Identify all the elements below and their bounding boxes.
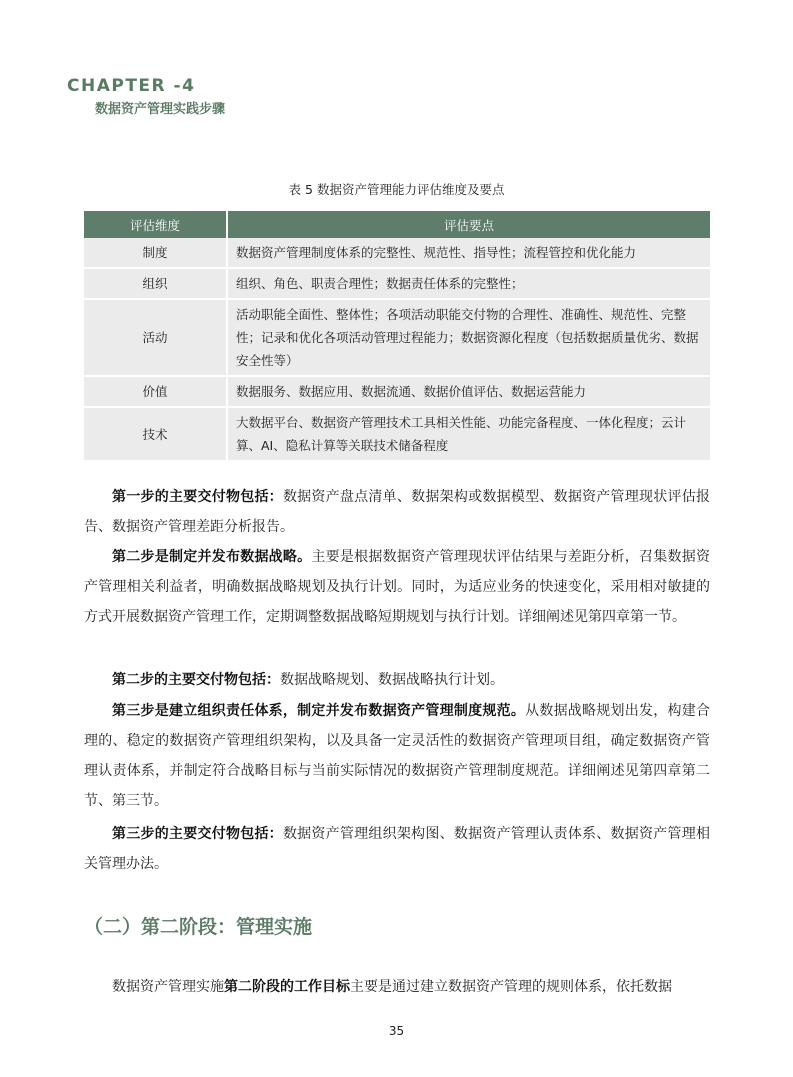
body-paragraph xyxy=(84,665,710,695)
table-caption: 表 5 数据资产管理能力评估维度及要点 xyxy=(288,182,505,197)
body-paragraph xyxy=(84,482,710,542)
points-cell: 组织、角色、职责合理性；数据责任体系的完整性； xyxy=(228,269,710,300)
paragraph-lead: 第二步的主要交付物包括： xyxy=(112,672,280,688)
table-row xyxy=(84,408,710,462)
body-paragraph xyxy=(84,696,710,816)
paragraph-lead: 第一步的主要交付物包括： xyxy=(112,489,283,505)
points-cell: 数据资产管理制度体系的完整性、规范性、指导性；流程管控和优化能力 xyxy=(228,238,710,269)
table-row xyxy=(84,238,710,269)
paragraph-lead: 第二步是制定并发布数据战略。 xyxy=(112,549,312,565)
dimension-cell: 技术 xyxy=(84,408,228,462)
table-row xyxy=(84,269,710,300)
paragraph-text: 数据战略规划、数据战略执行计划。 xyxy=(280,672,504,688)
paragraph-emphasis: 第二阶段的工作目标 xyxy=(224,979,350,995)
chapter-label: CHAPTER -4 xyxy=(67,76,196,96)
paragraph-text: 主要是根据数据资产管理现状评估结果与差距分析，召集数据资产管理相关利益者，明确数据战略规划及执行计划。同时，为适应业务的快速变化，采用相对敏捷的方式开展数据资产管理工作，定期调整数据战略短期规划与执行计划。详细阐述见第四章第一节。 xyxy=(84,549,711,625)
evaluation-table xyxy=(84,211,710,462)
table-row xyxy=(84,300,710,377)
page-number: 35 xyxy=(388,1024,405,1038)
paragraph-text: 数据资产盘点清单、数据架构或数据模型、数据资产管理现状评估报告、数据资产管理差距分析报告。 xyxy=(84,489,711,535)
paragraph-text: 从数据战略规划出发，构建合理的、稳定的数据资产管理组织架构，以及具备一定灵活性的数据资产管理项目组，确定数据资产管理认责体系，并制定符合战略目标与当前实际情况的数据资产管理制度规范。详细阐述见第四章第二节、第三节。 xyxy=(84,703,711,809)
paragraph-text: 数据资产管理实施 xyxy=(112,979,224,995)
column-header-points: 评估要点 xyxy=(228,211,710,238)
dimension-cell: 活动 xyxy=(84,300,228,377)
paragraph-text: 主要是通过建立数据资产管理的规则体系，依托数据 xyxy=(350,979,672,995)
dimension-cell: 价值 xyxy=(84,377,228,408)
points-cell: 数据服务、数据应用、数据流通、数据价值评估、数据运营能力 xyxy=(228,377,710,408)
body-paragraph xyxy=(84,819,710,879)
paragraph-lead: 第三步是建立组织责任体系，制定并发布数据资产管理制度规范。 xyxy=(112,703,526,719)
dimension-cell: 制度 xyxy=(84,238,228,269)
chapter-title: 数据资产管理实践步骤 xyxy=(95,102,226,117)
points-cell: 大数据平台、数据资产管理技术工具相关性能、功能完备程度、一体化程度；云计算、AI、隐私计算等关联技术储备程度 xyxy=(228,408,710,462)
body-paragraph xyxy=(84,542,710,632)
paragraph-lead: 第三步的主要交付物包括： xyxy=(112,826,283,842)
body-paragraph xyxy=(84,972,710,1002)
points-cell: 活动职能全面性、整体性；各项活动职能交付物的合理性、准确性、规范性、完整性；记录和优化各项活动管理过程能力；数据资源化程度（包括数据质量优劣、数据安全性等） xyxy=(228,300,710,377)
dimension-cell: 组织 xyxy=(84,269,228,300)
section-heading: （二）第二阶段：管理实施 xyxy=(84,916,313,938)
paragraph-text: 数据资产管理组织架构图、数据资产管理认责体系、数据资产管理相关管理办法。 xyxy=(84,826,711,872)
table-header-row xyxy=(84,211,710,238)
column-header-dimension: 评估维度 xyxy=(84,211,228,238)
table-row xyxy=(84,377,710,408)
